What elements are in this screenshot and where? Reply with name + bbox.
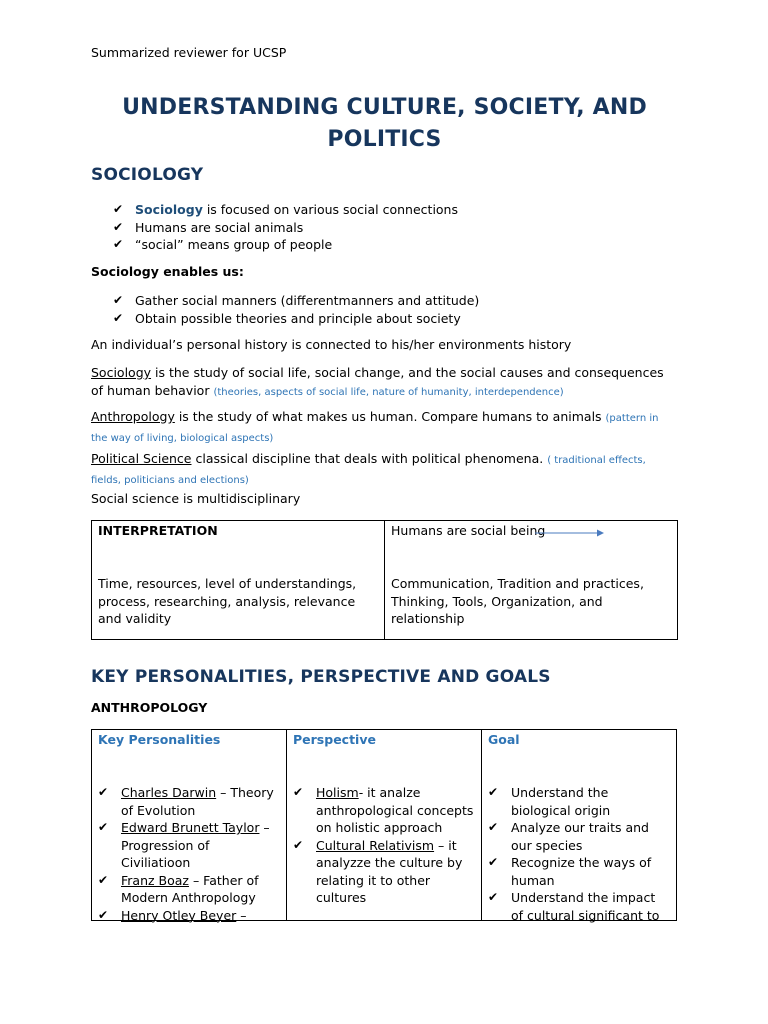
polsci-definition: [91, 450, 678, 490]
list-item: [293, 784, 475, 837]
list-item: [488, 819, 670, 854]
goal-list: [488, 784, 670, 924]
perspective-cell: [287, 730, 482, 921]
arrow-right-icon: [535, 527, 605, 539]
list-item: [98, 907, 280, 925]
list-item: [98, 872, 280, 907]
page-title: [91, 92, 678, 156]
multidisciplinary-line: Social science is multidisciplinary: [91, 491, 301, 506]
personality-desc: – Theory of Evolution: [121, 785, 274, 818]
personality-desc: – Progression of Civiliatioon: [121, 820, 270, 870]
list-item: [488, 854, 670, 889]
list-item: [91, 310, 479, 328]
page-title-line2: POLITICS: [327, 127, 442, 152]
definition-note: (theories, aspects of social life, nature of humanity, interdependence): [213, 387, 564, 398]
interpretation-cell: [92, 521, 385, 640]
personality-desc: – Father of Modern Anthropology: [121, 872, 259, 905]
check-icon: ✔: [488, 855, 499, 869]
history-paragraph: An individual’s personal history is connected to his/her environments history: [91, 337, 572, 352]
perspective-desc: - it analze anthropological concepts on holistic approach: [316, 785, 474, 835]
key-personalities-cell: [92, 730, 287, 921]
check-icon: ✔: [98, 907, 109, 922]
polsci-definition-term: Political Science: [91, 451, 192, 466]
enables-bullets: [91, 292, 479, 327]
list-item: [91, 292, 479, 310]
definition-text: is the study of what makes us human. Compare humans to animals: [174, 409, 606, 424]
list-item: [293, 837, 475, 907]
list-item: [91, 219, 458, 237]
sociology-term: Sociology: [135, 202, 203, 217]
definition-text: classical discipline that deals with political phenomena.: [191, 451, 548, 466]
page-title-line1: UNDERSTANDING CULTURE, SOCIETY, AND: [122, 95, 647, 120]
enables-heading: Sociology enables us:: [91, 264, 244, 279]
key-personalities-list: [98, 784, 280, 924]
check-icon: ✔: [113, 202, 124, 216]
list-item: [488, 889, 670, 924]
social-being-text: Communication, Tradition and practices, Thinking, Tools, Organization, and relationship: [391, 576, 644, 626]
list-item-text: Humans are social animals: [135, 219, 304, 235]
check-icon: ✔: [113, 219, 124, 234]
check-icon: ✔: [113, 237, 124, 251]
goal-text: Understand the biological origin: [511, 785, 611, 818]
list-item-text: “social” means group of people: [135, 237, 333, 252]
check-icon: ✔: [113, 293, 124, 307]
goal-text: Understand the impact of cultural significant to: [511, 890, 660, 923]
personality-name: Franz Boaz: [121, 872, 189, 888]
definition-note: ( traditional effects, fields, politicians and elections): [91, 455, 646, 486]
anthropology-definition-term: Anthropology: [91, 409, 175, 424]
check-icon: ✔: [98, 872, 109, 887]
anthropology-subheading: ANTHROPOLOGY: [91, 700, 208, 715]
check-icon: ✔: [98, 820, 109, 834]
social-being-cell: [385, 521, 678, 640]
header-note: Summarized reviewer for UCSP: [91, 45, 287, 60]
anthropology-table: [91, 729, 677, 921]
perspective-list: [293, 784, 475, 907]
goal-heading: Goal: [488, 732, 520, 747]
check-icon: ✔: [488, 785, 499, 799]
perspective-heading: Perspective: [293, 732, 376, 747]
list-item-text: Gather social manners (differentmanners and attitude): [135, 293, 480, 308]
list-item-text: is focused on various social connections: [202, 202, 458, 217]
sociology-definition: [91, 364, 678, 402]
interpretation-heading: INTERPRETATION: [98, 523, 218, 538]
list-item: [91, 236, 458, 254]
perspective-desc: – it analyzze the culture by relating it to other cultures: [316, 837, 463, 905]
list-item: [98, 819, 280, 872]
list-item: [91, 201, 458, 219]
personality-name: Henry Otley Beyer: [121, 907, 237, 923]
personality-name: Charles Darwin: [121, 785, 217, 800]
personality-name: Edward Brunett Taylor: [121, 820, 260, 835]
check-icon: ✔: [98, 785, 109, 799]
sociology-bullets: [91, 201, 458, 254]
interpretation-text: Time, resources, level of understandings, process, researching, analysis, relevance and validity: [98, 576, 357, 626]
check-icon: ✔: [488, 890, 499, 904]
anthropology-definition: [91, 408, 678, 448]
check-icon: ✔: [293, 785, 304, 799]
interpretation-table: [91, 520, 678, 640]
goal-text: Analyze our traits and our species: [511, 820, 649, 853]
definition-text: is the study of social life, social change, and the social causes and consequences of human behavior: [91, 365, 664, 398]
key-personalities-heading: Key Personalities: [98, 732, 221, 747]
perspective-name: Holism: [316, 785, 359, 800]
check-icon: ✔: [293, 837, 304, 852]
personality-desc: –: [236, 907, 247, 923]
check-icon: ✔: [488, 820, 499, 834]
key-section-heading: KEY PERSONALITIES, PERSPECTIVE AND GOALS: [91, 667, 551, 687]
check-icon: ✔: [113, 310, 124, 325]
goal-cell: [482, 730, 677, 921]
perspective-name: Cultural Relativism: [316, 837, 435, 853]
goal-text: Recognize the ways of human: [511, 855, 652, 888]
sociology-definition-term: Sociology: [91, 365, 152, 380]
social-being-heading: Humans are social being: [391, 523, 546, 538]
sociology-heading: SOCIOLOGY: [91, 165, 204, 185]
list-item: [488, 784, 670, 819]
list-item-text: Obtain possible theories and principle about society: [135, 310, 461, 326]
list-item: [98, 784, 280, 819]
definition-note: (pattern in the way of living, biological aspects): [91, 413, 659, 444]
